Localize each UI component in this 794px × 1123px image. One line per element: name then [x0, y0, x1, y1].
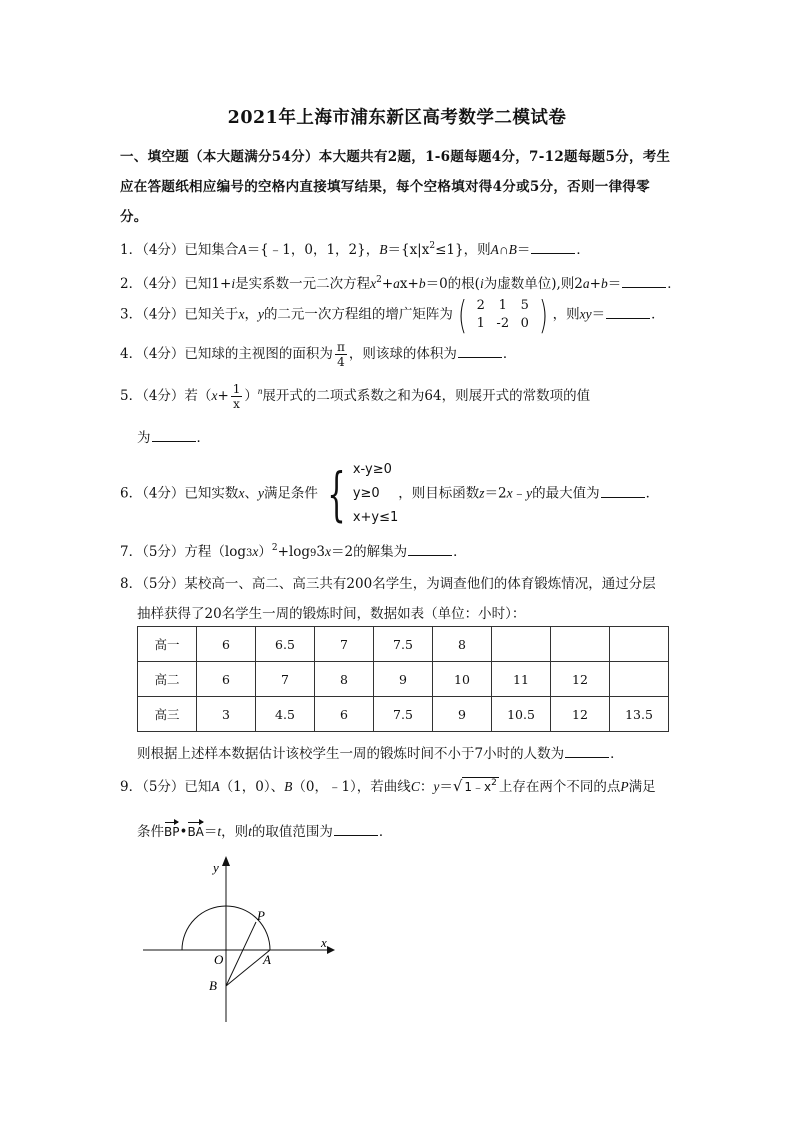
table-cell [610, 627, 669, 662]
question-8: 8．（5分）某校高一、高二、高三共有200名学生，为调查他们的体育锻炼情况，通过分层 [120, 576, 656, 592]
row-header-cell: 高一 [138, 627, 197, 662]
table-cell [610, 662, 669, 697]
origin-label: O [214, 952, 224, 967]
table-cell [551, 627, 610, 662]
answer-blank [152, 429, 196, 442]
question-5: 5．（4分）若（x+ $\frac{1}{x}$ ）$^n$展开式的二项式系数之和为64，则展开式的常数项的值 [120, 382, 591, 411]
table-row [138, 627, 669, 662]
table-cell: 7 [256, 662, 315, 697]
question-number: 4． [120, 346, 143, 362]
table-cell: 11 [492, 662, 551, 697]
segment-bp [226, 922, 256, 986]
answer-blank [565, 745, 609, 758]
constraint-system: { x-y≥0 y≥0 x+y≤1 [327, 460, 399, 528]
answer-blank [531, 241, 575, 254]
question-6: 6．（4分）已知实数x、y满足条件 { x-y≥0 y≥0 x+y≤1 ，则目标函数z＝2x﹣y的最大值为 ． [120, 460, 660, 528]
table-cell: 9 [374, 662, 433, 697]
question-number: 5． [120, 388, 143, 404]
table-cell: 13.5 [610, 697, 669, 732]
table-cell: 8 [433, 627, 492, 662]
question-8-line3: 则根据上述样本数据估计该校学生一周的锻炼时间不小于7小时的人数为 ． [137, 746, 624, 762]
point-a-label: A [263, 952, 271, 967]
answer-blank [606, 306, 650, 319]
table-cell: 8 [315, 662, 374, 697]
table-row [138, 697, 669, 732]
vector-ba: BA [187, 825, 204, 839]
fraction: $\frac{\pi}{4}$ [336, 340, 345, 369]
answer-blank [601, 485, 645, 498]
question-5-line2: 为 ． [137, 430, 210, 446]
y-axis-arrow [222, 856, 230, 866]
table-cell: 6 [197, 627, 256, 662]
table-cell [492, 627, 551, 662]
question-8-line2: 抽样获得了20名学生一周的锻炼时间，数据如表（单位：小时）： [137, 606, 526, 622]
point-p-label: P [257, 908, 265, 923]
table-row [138, 662, 669, 697]
coordinate-figure [135, 850, 345, 1030]
question-4: 4．（4分）已知球的主视图的面积为 $\frac{\pi}{4}$ ，则该球的体积为 ． [120, 340, 517, 369]
question-number: 8． [120, 576, 143, 592]
y-label: y [213, 860, 219, 875]
x-label: x [321, 935, 327, 950]
question-3: 3．（4分）已知关于x，y的二元一次方程组的增广矩阵为 ( 2 1 5 1 -2 0 ) ，则xy＝ ． [120, 293, 665, 337]
table-cell: 10 [433, 662, 492, 697]
fraction: $\frac{1}{x}$ [232, 382, 241, 411]
row-header-cell: 高三 [138, 697, 197, 732]
table-cell: 7 [315, 627, 374, 662]
point-b-label: B [209, 978, 217, 993]
table-cell: 10.5 [492, 697, 551, 732]
question-number: 2． [120, 276, 143, 292]
table-cell: 6 [197, 662, 256, 697]
table-cell: 6.5 [256, 627, 315, 662]
exam-title: 2021年上海市浦东新区高考数学二模试卷 [227, 108, 567, 128]
question-number: 1． [120, 242, 143, 258]
table-cell: 12 [551, 697, 610, 732]
table-cell: 9 [433, 697, 492, 732]
x-axis-arrow [327, 946, 335, 954]
table-cell: 6 [315, 697, 374, 732]
question-1: 1．（4分）已知集合A＝{﹣1，0，1，2}，$B=\{x|x^2\le 1\}$，则A∩B＝ ． [120, 241, 590, 258]
table-cell: 7.5 [374, 697, 433, 732]
question-9-line2: 条件BP•BA＝t，则t的取值范围为 ． [137, 824, 393, 840]
table-cell: 3 [197, 697, 256, 732]
answer-blank [458, 345, 502, 358]
vector-bp: BP [164, 825, 180, 839]
section-header: 一、填空题（本大题满分54分）本大题共有2题，1-6题每题4分，7-12题每题5分，考生应在答题纸相应编号的空格内直接填写结果，每个空格填对得4分或5分，否则一律得零分。 [120, 149, 671, 225]
table-cell: 12 [551, 662, 610, 697]
answer-blank [334, 823, 378, 836]
question-number: 7． [120, 544, 143, 560]
square-root: $1﹣x^2$ [464, 778, 497, 794]
question-9: 9．（5分）已知A（1，0）、B（0，﹣1），若曲线C：y＝√ $1﹣x^2$ 上存在两个不同的点P满足 [120, 777, 656, 795]
question-number: 6． [120, 485, 143, 502]
table-cell: 4.5 [256, 697, 315, 732]
answer-blank [622, 275, 666, 288]
question-number: 3． [120, 306, 143, 323]
question-7: 7．（5分）方程$(\log 3x)^2+\log 93x=2$的解集为 ． [120, 543, 467, 560]
answer-blank [408, 543, 452, 556]
row-header-cell: 高二 [138, 662, 197, 697]
table-cell: 7.5 [374, 627, 433, 662]
question-number: 9． [120, 779, 143, 795]
augmented-matrix: ( 2 1 5 1 -2 0 ) [457, 293, 548, 337]
exercise-time-table [137, 626, 669, 732]
question-2: 2．（4分）已知1+i是实系数一元二次方程$x^2+ax+b=0$的根(i为虚数单位),则2a+b＝ ． [120, 275, 681, 292]
